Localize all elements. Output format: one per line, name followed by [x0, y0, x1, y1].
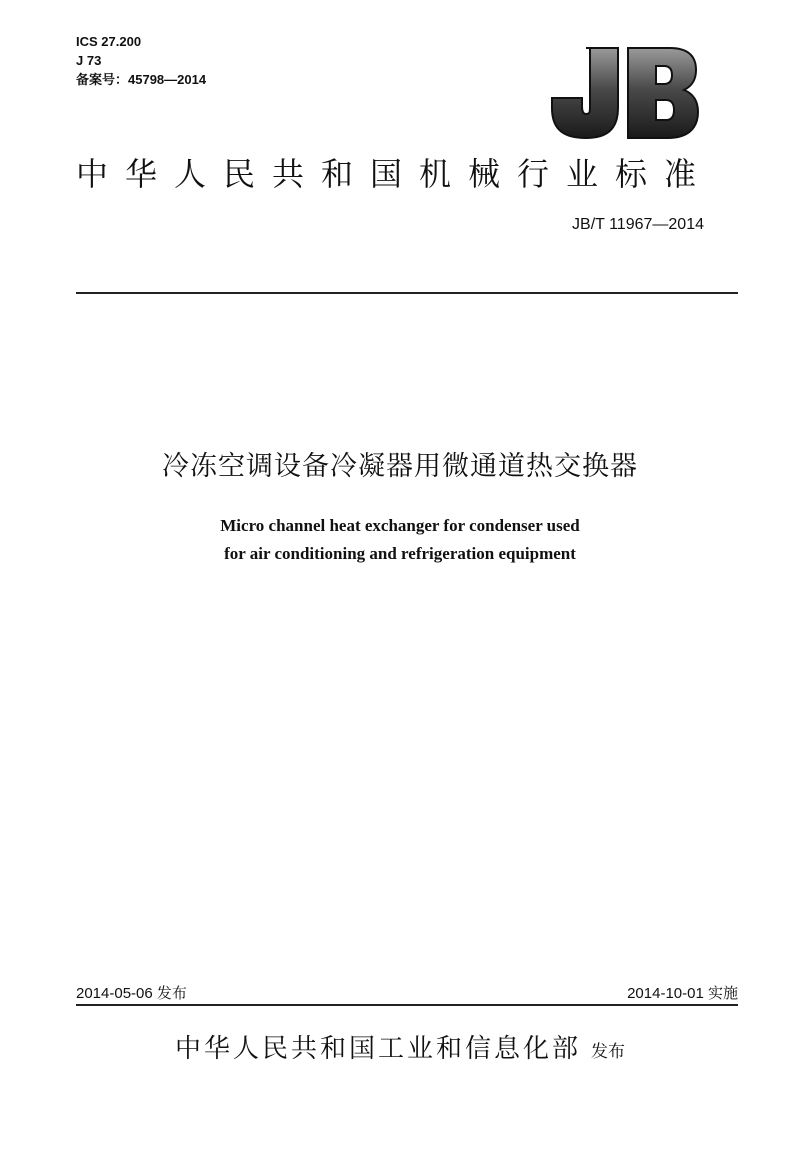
publisher-name: 中华人民共和国工业和信息化部 [174, 1034, 581, 1064]
title-en-line-2: for air conditioning and refrigeration equipment [224, 544, 576, 563]
class-code: J 73 [76, 53, 102, 68]
issue-date: 2014-05-06 发布 [76, 985, 187, 1002]
jb-logo [548, 44, 700, 140]
title-en-line-1: Micro channel heat exchanger for condenser used [220, 516, 580, 535]
publisher-action: 发布 [591, 1042, 625, 1062]
bottom-divider [76, 1004, 738, 1006]
document-title-cn: 冷冻空调设备冷凝器用微通道热交换器 [162, 451, 638, 482]
ics-code: ICS 27.200 [76, 34, 142, 49]
record-number: 备案号：45798—2014 [76, 72, 207, 87]
standard-category-title: 中华人民共和国机械行业标准 [76, 155, 714, 193]
jb-logo-graphic [548, 44, 700, 140]
date-row [76, 982, 738, 1006]
document-title-en [0, 512, 800, 568]
publisher-line [0, 1028, 800, 1065]
effective-date: 2014-10-01 实施 [627, 985, 738, 1002]
top-divider [76, 292, 738, 294]
standard-number: JB/T 11967—2014 [572, 216, 704, 233]
classification-block [76, 32, 206, 89]
